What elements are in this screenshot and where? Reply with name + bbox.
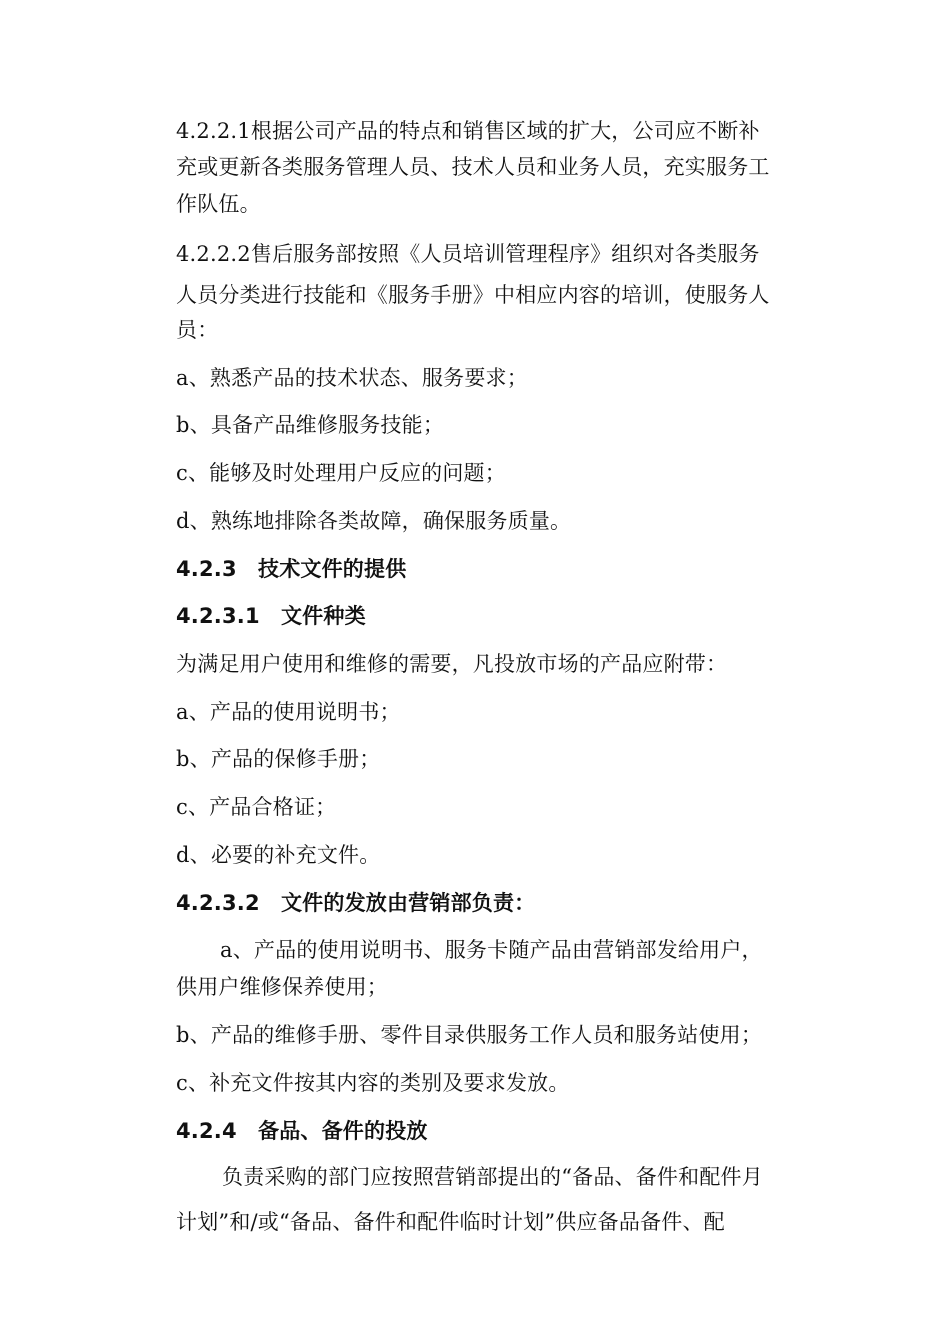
paragraph-4-2-2-1-line-3: 作队伍。 [176,192,261,216]
paragraph-4-2-4-line-1: 负责采购的部门应按照营销部提出的“备品、备件和配件月 [222,1165,763,1189]
paragraph-4-2-2-1-line-2: 充或更新各类服务管理人员、技术人员和业务人员，充实服务工 [176,155,770,179]
list-item-b: b、产品的维修手册、零件目录供服务工作人员和服务站使用； [176,1023,763,1047]
list-item: d、必要的补充文件。 [176,843,381,867]
list-item: a、熟悉产品的技术状态、服务要求； [176,366,528,390]
list-item: b、具备产品维修服务技能； [176,413,445,437]
list-item-a-line-1: a、产品的使用说明书、服务卡随产品由营销部发给用户， [220,938,763,962]
paragraph-4-2-3-1-intro: 为满足用户使用和维修的需要，凡投放市场的产品应附带： [176,652,728,676]
list-item-a-line-2: 供用户维修保养使用； [176,975,388,999]
list-item: c、产品合格证； [176,795,337,819]
list-item: c、能够及时处理用户反应的问题； [176,461,506,485]
section-heading-4-2-3-2: 4.2.3.2 文件的发放由营销部负责： [176,891,536,915]
section-heading-4-2-4: 4.2.4 备品、备件的投放 [176,1119,428,1143]
paragraph-4-2-2-2-line-1: 4.2.2.2售后服务部按照《人员培训管理程序》组织对各类服务 [176,242,760,266]
list-item: a、产品的使用说明书； [176,700,401,724]
section-heading-4-2-3-1: 4.2.3.1 文件种类 [176,604,366,628]
list-item: d、熟练地排除各类故障，确保服务质量。 [176,509,572,533]
paragraph-4-2-2-1-line-1: 4.2.2.1根据公司产品的特点和销售区域的扩大，公司应不断补 [176,119,760,143]
paragraph-4-2-4-line-2: 计划”和/或“备品、备件和配件临时计划”供应备品备件、配 [176,1210,725,1234]
section-heading-4-2-3: 4.2.3 技术文件的提供 [176,557,407,581]
list-item-c: c、补充文件按其内容的类别及要求发放。 [176,1071,570,1095]
list-item: b、产品的保修手册； [176,747,381,771]
paragraph-4-2-2-2-line-3: 员： [176,318,219,342]
paragraph-4-2-2-2-line-2: 人员分类进行技能和《服务手册》中相应内容的培训，使服务人 [176,283,770,307]
